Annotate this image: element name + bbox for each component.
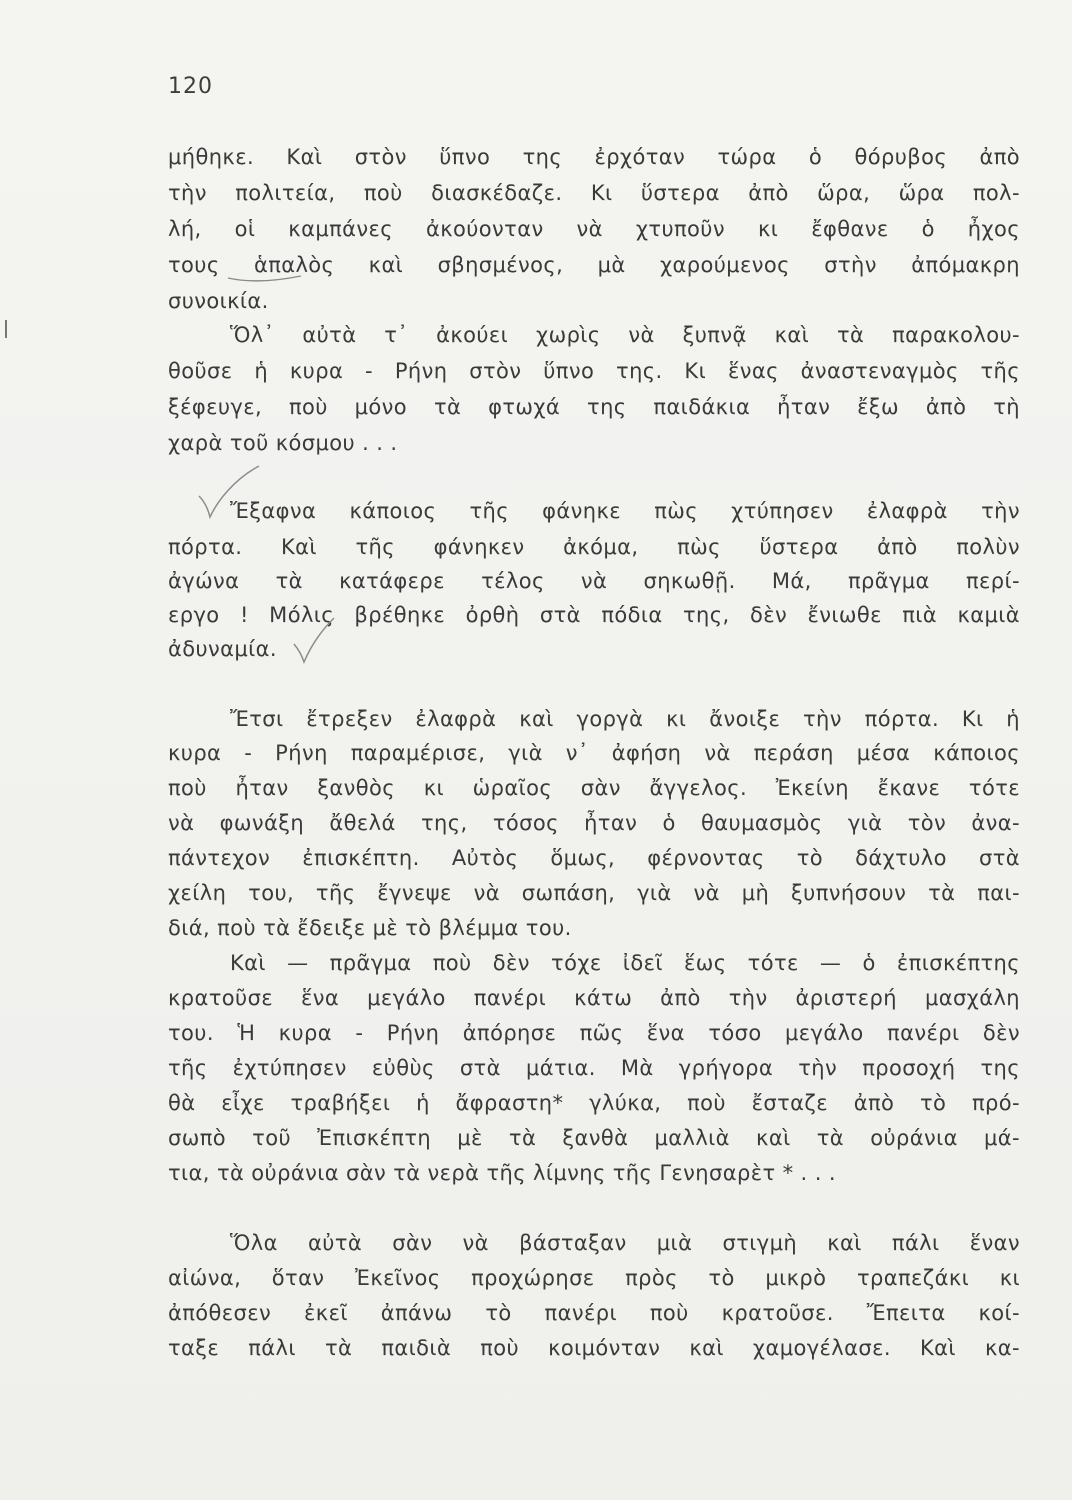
text-line: λή, οἱ καμπάνες ἀκούονταν νὰ χτυποῦν κι ἔφθανε ὁ ἦχος [168, 217, 1020, 241]
text-line: εργο ! Μόλις βρέθηκε ὀρθὴ στὰ πόδια της, δὲν ἔνιωθε πιὰ καμιὰ [168, 603, 1020, 627]
text-line: ξέφευγε, ποὺ μόνο τὰ φτωχά της παιδάκια ἦταν ἔξω ἀπὸ τὴ [168, 395, 1020, 419]
text-line: ταξε πάλι τὰ παιδιὰ ποὺ κοιμόνταν καὶ χαμογέλασε. Καὶ κα- [168, 1336, 1020, 1360]
text-line: τῆς ἐχτύπησεν εὐθὺς στὰ μάτια. Μὰ γρήγορα τὴν προσοχή της [168, 1056, 1020, 1080]
text-line: ἀδυναμία. [168, 637, 277, 661]
text-line: σωπὸ τοῦ Ἐπισκέπτη μὲ τὰ ξανθὰ μαλλιὰ καὶ τὰ οὐράνια μά- [168, 1126, 1020, 1150]
text-line: Ὅλ᾿ αὐτὰ τ᾿ ἀκούει χωρὶς νὰ ξυπνᾷ καὶ τὰ παρακολου- [230, 323, 1020, 347]
text-line: ἀγώνα τὰ κατάφερε τέλος νὰ σηκωθῇ. Μά, πρᾶγμα περί- [168, 569, 1020, 593]
text-line: τους ἁπαλὸς καὶ σβησμένος, μὰ χαρούμενος στὴν ἀπόμακρη [168, 253, 1020, 277]
text-line: πόρτα. Καὶ τῆς φάνηκεν ἀκόμα, πὼς ὕστερα ἀπὸ πολὺν [168, 535, 1020, 559]
text-line: συνοικία. [168, 289, 269, 313]
text-line: αἰώνα, ὅταν Ἐκεῖνος προχώρησε πρὸς τὸ μικρὸ τραπεζάκι κι [168, 1266, 1020, 1290]
text-line: κρατοῦσε ἕνα μεγάλο πανέρι κάτω ἀπὸ τὴν ἀριστερή μασχάλη [168, 986, 1020, 1010]
text-line: ἀπόθεσεν ἐκεῖ ἀπάνω τὸ πανέρι ποὺ κρατοῦσε. Ἔπειτα κοί- [168, 1301, 1020, 1325]
text-line: χαρὰ τοῦ κόσμου . . . [168, 431, 398, 455]
text-line: νὰ φωνάξη ἄθελά της, τόσος ἦταν ὁ θαυμασμὸς γιὰ τὸν ἀνα- [168, 811, 1020, 835]
text-line: διά, ποὺ τὰ ἔδειξε μὲ τὸ βλέμμα του. [168, 916, 572, 940]
text-line: Ὅλα αὐτὰ σὰν νὰ βάσταξαν μιὰ στιγμὴ καὶ πάλι ἕναν [230, 1231, 1020, 1255]
text-line: τὴν πολιτεία, ποὺ διασκέδαζε. Κι ὕστερα ἀπὸ ὥρα, ὥρα πολ- [168, 181, 1020, 205]
text-line: Καὶ — πρᾶγμα ποὺ δὲν τόχε ἰδεῖ ἕως τότε — ὁ ἐπισκέπτης [230, 951, 1020, 975]
text-line: μήθηκε. Καὶ στὸν ὕπνο της ἐρχόταν τώρα ὁ θόρυβος ἀπὸ [168, 145, 1020, 169]
page-number: 120 [168, 74, 213, 99]
text-line: κυρα - Ρήνη παραμέρισε, γιὰ ν᾿ ἀφήση νὰ περάση μέσα κάποιος [168, 741, 1020, 765]
margin-tick-mark [3, 318, 9, 340]
text-line: του. Ἡ κυρα - Ρήνη ἀπόρησε πῶς ἕνα τόσο μεγάλο πανέρι δὲν [168, 1021, 1020, 1045]
text-line: τια, τὰ οὐράνια σὰν τὰ νερὰ τῆς λίμνης τῆς Γενησαρὲτ * . . . [168, 1161, 836, 1185]
text-line: θοῦσε ἡ κυρα - Ρήνη στὸν ὕπνο της. Κι ἕνας ἀναστεναγμὸς τῆς [168, 359, 1020, 383]
text-line: Ἔξαφνα κάποιος τῆς φάνηκε πὼς χτύπησεν ἐλαφρὰ τὴν [230, 499, 1020, 523]
text-line: χείλη του, τῆς ἔγνεψε νὰ σωπάση, γιὰ νὰ μὴ ξυπνήσουν τὰ παι- [168, 881, 1020, 905]
text-line: πάντεχον ἐπισκέπτη. Αὐτὸς ὅμως, φέρνοντας τὸ δάχτυλο στὰ [168, 846, 1020, 870]
text-line: Ἔτσι ἔτρεξεν ἐλαφρὰ καὶ γοργὰ κι ἄνοιξε τὴν πόρτα. Κι ἡ [230, 707, 1020, 731]
text-line: θὰ εἶχε τραβήξει ἡ ἄφραστη* γλύκα, ποὺ ἔσταζε ἀπὸ τὸ πρό- [168, 1091, 1020, 1115]
text-line: ποὺ ἦταν ξανθὸς κι ὡραῖος σὰν ἄγγελος. Ἐκείνη ἔκανε τότε [168, 776, 1020, 800]
